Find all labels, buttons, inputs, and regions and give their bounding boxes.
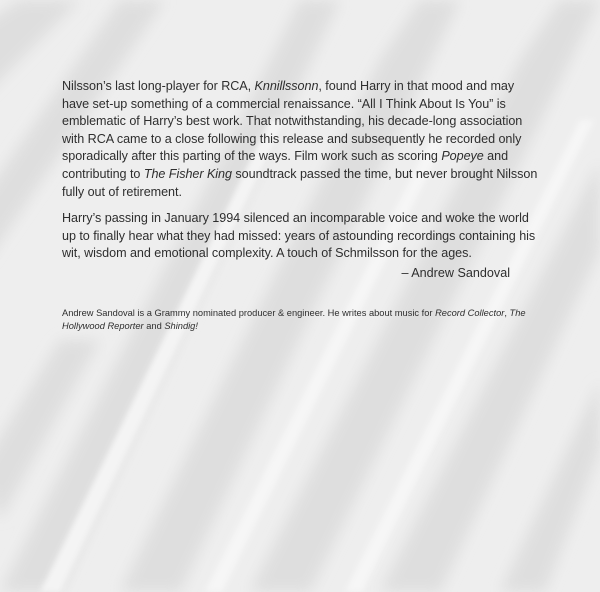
italic-title-text: The Hollywood Reporter [62,307,526,331]
italic-title-text: Record Collector [435,307,505,318]
liner-notes-paragraph: Harry’s passing in January 1994 silenced an incomparable voice and woke the world up to finally hear what they had missed: years of astounding recordings containing his wit, wisdom and emotional complexity. A touch of Schmilsson for the ages. [62,211,536,261]
text-run: Nilsson’s last long-player for RCA, [62,79,255,93]
italic-title-text: The Fisher King [143,166,232,181]
text-run: and [143,320,165,331]
liner-notes-text [62,78,540,333]
text-run: soundtrack passed the time, but never brought Nilsson fully out of retirement. [62,166,538,199]
liner-notes-paragraph [62,78,540,201]
italic-title-text: Knnillssonn [254,79,319,93]
text-run: , found Harry in that mood and may have set-up something of a commercial renaissance. “All I Think About Is You” is emblematic of Harry’s best work. That notwithstanding, his decade-long association with RCA came to a close following this release and subsequently he recorded only sporadically after this parting of the ways. Film work such as scoring [62,79,523,164]
text-run: and contributing to [62,149,509,181]
author-signature: – Andrew Sandoval [401,265,510,280]
text-run: , [504,307,510,318]
author-bio-note [62,307,540,333]
text-run: Andrew Sandoval is a Grammy nominated producer & engineer. He writes about music for [62,307,436,318]
italic-title-text: Shindig! [164,320,198,331]
italic-title-text: Popeye [441,149,484,164]
